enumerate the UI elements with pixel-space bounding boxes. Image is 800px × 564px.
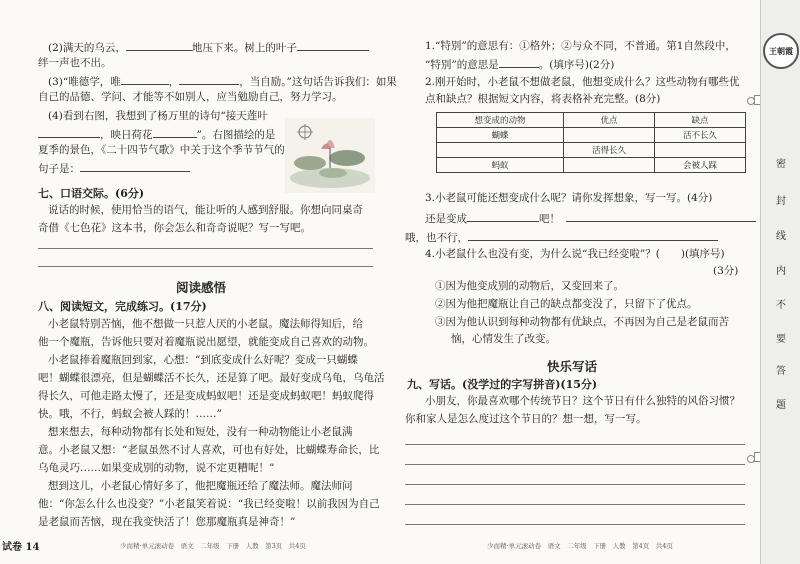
- seal-char: 不: [776, 300, 786, 311]
- answer-blank[interactable]: [121, 74, 169, 85]
- page-footer: 少而精·单元滚动卷 语文 二年级 下册 人教 第4页 共4页: [487, 542, 673, 550]
- right-page: [395, 0, 760, 564]
- writing-title: 快乐写话: [547, 359, 598, 374]
- table-header: 优点: [563, 113, 654, 128]
- q4-line3: 夏季的景色，《二十四节气歌》中关于这个季节节气的: [38, 144, 285, 156]
- q3-line2: 自己的品德、学问、才能等不如别人，应当勉励自己，努力学习。: [38, 91, 343, 103]
- writing-line[interactable]: [405, 464, 745, 465]
- answer-blank[interactable]: [499, 57, 539, 68]
- q3-line1: (3)“唯德学，唯 ， ，当自励。”这句话告诉我们：如果: [48, 76, 397, 88]
- table-row: [437, 128, 746, 143]
- q4-line2: ，映日荷花 ”。右图描绘的是: [38, 127, 275, 142]
- page-number: 试卷 14: [2, 542, 40, 553]
- s7-text: 奇借《七色花》这本书，你会怎么和奇奇说呢？写一写吧。: [38, 222, 311, 234]
- writing-line[interactable]: [405, 444, 745, 445]
- seal-char: 内: [776, 266, 786, 277]
- seal-char: 要: [776, 334, 786, 345]
- q4-line1: (4)看到右图，我想到了杨万里的诗句“接天莲叶: [48, 110, 268, 122]
- passage-line: 快。哦，不行，蚂蚁会被人踩的！……”: [38, 408, 222, 420]
- writing-line[interactable]: [405, 524, 745, 525]
- q3-line1: 3.小老鼠可能还想变成什么呢？请你发挥想象，写一写。(4分): [425, 192, 713, 204]
- option-2[interactable]: ②因为他把魔瓶让自己的缺点都变没了，只留下了优点。: [435, 298, 698, 310]
- table-row: [437, 158, 746, 173]
- option-3-cont: 恼，心情发生了改变。: [451, 333, 556, 345]
- reading-title: 阅读感悟: [176, 280, 227, 295]
- table-header: 缺点: [654, 113, 745, 128]
- q1-line1: 1.“特别”的意思有：①格外；②与众不同，不普通。第1自然段中，: [425, 40, 736, 52]
- passage-line: 他：“你怎么什么也没变？”小老鼠笑着说：“我已经变啦！以前我因为自己: [38, 498, 380, 510]
- seal-char: 密: [776, 159, 786, 170]
- q4-score: (3分): [713, 265, 739, 277]
- q3-line2: 还是变成 吧！: [425, 211, 756, 226]
- passage-line: 得长久，可他走路太慢了，还是变成蚂蚁吧！还是变成蚂蚁吧！蚂蚁爬得: [38, 390, 374, 402]
- passage-line: 是老鼠而苦恼，现在我变快活了！您那魔瓶真是神奇！”: [38, 516, 296, 528]
- q1-line2: “特别”的意思是 。(填序号)(2分): [425, 59, 615, 71]
- table-header: 想变成的动物: [437, 113, 564, 128]
- answer-blank[interactable]: [38, 127, 100, 138]
- passage-line: 吧！蝴蝶很漂亮，但是蝴蝶活不长久，还是算了吧。最好变成乌龟，乌龟活: [38, 372, 385, 384]
- seal-char: 线: [776, 231, 786, 242]
- passage-line: 小老鼠捧着魔瓶回到家，心想：“到底变成什么好呢？变成一只蝴蝶: [48, 354, 358, 366]
- q2-line1: (2)满天的乌云， 地压下来。树上的叶子: [48, 40, 369, 55]
- q2-line2: 绊一声也不出。: [38, 57, 112, 69]
- table-cell: 蝴蝶: [437, 128, 564, 143]
- seal-char: 答: [776, 366, 786, 377]
- answer-blank[interactable]: [468, 230, 718, 241]
- passage-line: 乌龟灵巧……如果变成别的动物，说不定更糟呢！”: [38, 462, 275, 474]
- table-cell-blank[interactable]: [437, 143, 564, 158]
- animal-table: [436, 112, 746, 173]
- writing-line[interactable]: [38, 248, 373, 249]
- passage-line: 小老鼠特别苦恼，他不想做一只惹人厌的小老鼠。魔法师得知后，给: [48, 318, 363, 330]
- table-row: [437, 143, 746, 158]
- writing-line[interactable]: [405, 504, 745, 505]
- lotus-pond-illustration: [285, 118, 375, 193]
- q2-line2: 点和缺点？根据短文内容，将表格补充完整。(8分): [425, 93, 661, 105]
- left-page: [0, 0, 395, 564]
- writing-line[interactable]: [38, 266, 373, 267]
- q4-line1: 4.小老鼠什么也没有变，为什么说“我已经变啦”？( )(填序号): [425, 248, 725, 260]
- answer-blank[interactable]: [566, 211, 756, 222]
- seal-char: 题: [776, 400, 786, 411]
- answer-blank[interactable]: [126, 40, 192, 51]
- passage-line: 想到这儿，小老鼠心情好多了，他把魔瓶还给了魔法师。魔法师问: [48, 480, 353, 492]
- answer-blank[interactable]: [179, 74, 239, 85]
- q3-line3: 哦，也不行，: [405, 230, 718, 245]
- seal-strip: [760, 0, 800, 564]
- section-9-title: 九、写话。(没学过的字写拼音)(15分): [407, 378, 598, 391]
- seal-char: 封: [776, 196, 786, 207]
- option-3[interactable]: ③因为他认识到每种动物都有优缺点，不再因为自己是老鼠而苦: [435, 316, 729, 328]
- table-cell-blank[interactable]: [563, 158, 654, 173]
- table-cell: 蚂蚁: [437, 158, 564, 173]
- table-cell: 活得长久: [563, 143, 654, 158]
- table-cell-blank[interactable]: [654, 143, 745, 158]
- answer-blank[interactable]: [297, 40, 369, 51]
- passage-line: 意。小老鼠又想：“老鼠虽然不讨人喜欢，可也有好处，比蝴蝶寿命长，比: [38, 444, 380, 456]
- q4-line4: 句子是：: [38, 161, 190, 176]
- option-1[interactable]: ①因为他变成别的动物后，又变回来了。: [435, 280, 624, 292]
- table-cell: 活不长久: [654, 128, 745, 143]
- answer-blank[interactable]: [80, 161, 190, 172]
- q2-line1: 2.刚开始时，小老鼠不想做老鼠，他想变成什么？这些动物有哪些优: [425, 76, 740, 88]
- s9-text: 小朋友，你最喜欢哪个传统节日？这个节日有什么独特的风俗习惯？: [425, 395, 740, 407]
- passage-line: 想来想去，每种动物都有长处和短处，没有一种动物能让小老鼠满: [48, 426, 353, 438]
- writing-line[interactable]: [405, 484, 745, 485]
- s9-text: 你和家人是怎么度过这个节日的？想一想，写一写。: [405, 413, 647, 425]
- s7-text: 说话的时候，使用恰当的语气，能让听的人感到舒服。你想向同桌奇: [48, 204, 363, 216]
- page-footer: 少而精·单元滚动卷 语文 二年级 下册 人教 第3页 共4页: [120, 542, 306, 550]
- passage-line: 他一个魔瓶，告诉他只要对着魔瓶说出愿望，就能变成自己喜欢的动物。: [38, 336, 374, 348]
- section-8-title: 八、阅读短文，完成练习。(17分): [38, 300, 207, 313]
- table-cell-blank[interactable]: [563, 128, 654, 143]
- brand-logo: 王朝霞: [763, 33, 799, 69]
- table-cell: 会被人踩: [654, 158, 745, 173]
- answer-blank[interactable]: [467, 211, 539, 222]
- section-7-title: 七、口语交际。(6分): [38, 187, 145, 200]
- answer-blank[interactable]: [153, 127, 197, 138]
